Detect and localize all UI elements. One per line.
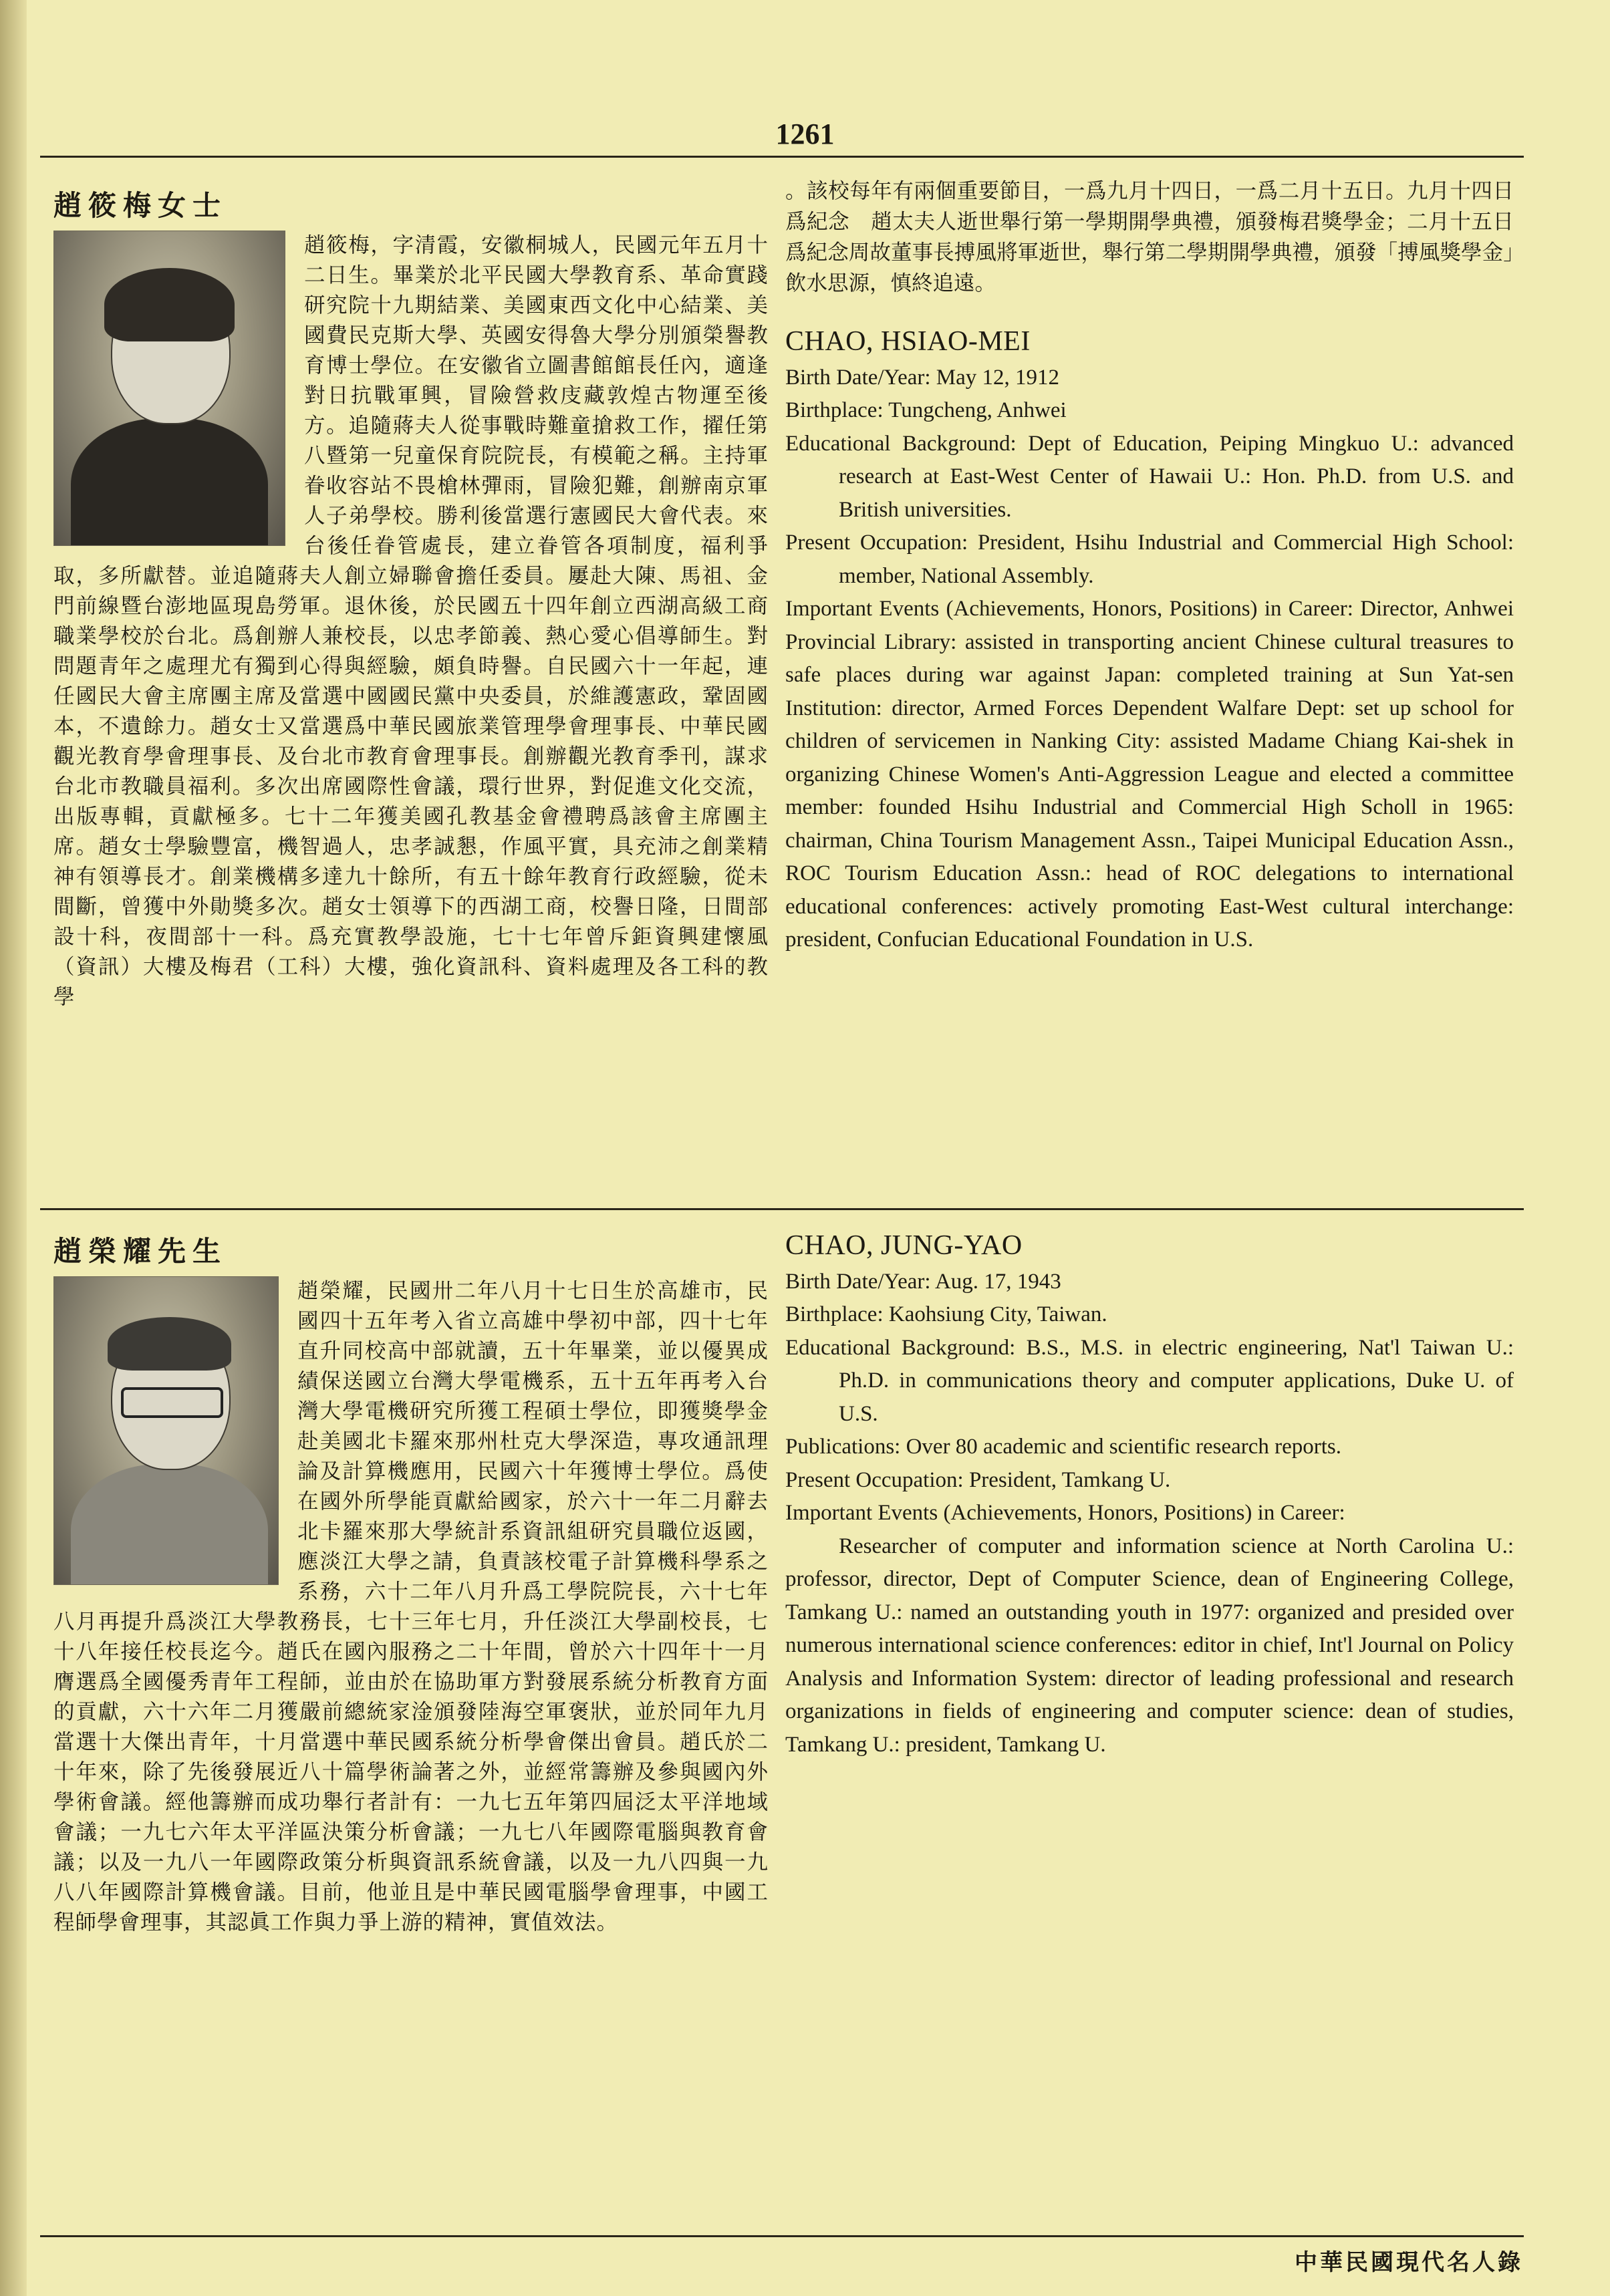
occupation-field: [785, 1464, 1514, 1497]
field-label: Birthplace:: [785, 1302, 884, 1326]
field-value: Director, Anhwei Provincial Library: assisted in transporting ancient Chinese cultural treasures to safe places during war against Japan: completed training at Sun Yat-sen Institution: director, Armed Forces Dependent Walfare Dept: set up school for children of servicemen in Nanking City: assisted Madame Chiang Kai-shek in organizing Chinese Women's Anti-Aggression League and elected a committee member: founded Hsihu Industrial and Commercial High Scholl in 1965: chairman, China Tourism Management Assn., Taipei Municipal Education Assn., ROC Tourism Education Assn.: head of ROC delegations to international educational conferences: actively promoting East-West cultural interchange: president, Confucian Educational Foundation in U.S.: [785, 597, 1514, 952]
field-value: Kaohsiung City, Taiwan.: [888, 1302, 1107, 1326]
field-label: Publications:: [785, 1435, 901, 1459]
top-rule: [40, 156, 1524, 158]
field-label: Educational Background:: [785, 1335, 1016, 1360]
education-field: [785, 428, 1514, 527]
chinese-biography-column: [53, 1230, 769, 2218]
field-label: Birth Date/Year:: [785, 365, 931, 390]
field-label: Birthplace:: [785, 398, 884, 422]
field-label: Important Events (Achievements, Honors, Positions) in Career:: [785, 1501, 1345, 1525]
birth-date-field: [785, 1266, 1514, 1299]
field-label: Present Occupation:: [785, 1467, 964, 1492]
career-events-field: [785, 593, 1514, 957]
field-label: Important Events (Achievements, Honors, Positions) in Career:: [785, 597, 1353, 621]
english-biography-column: [785, 1230, 1514, 1761]
page-gutter-shadow: [0, 0, 27, 2296]
book-title-footer: 中華民國現代名人錄: [1295, 2249, 1523, 2276]
english-biography-column: [785, 176, 1514, 957]
portrait-photo: [53, 1276, 279, 1585]
career-events-field: [785, 1497, 1514, 1530]
career-paragraph: Researcher of computer and information science at North Carolina U.: professor, director, Dept of Computer Science, dean of Engineering College, Tamkang U.: named an outstanding youth in 1977: organized and presided over numerous international science conferences: editor in chief, Int'l Journal on Policy Analysis and Information System: director of leading professional and research organizations in fields of engineering and computer science: dean of studies, Tamkang U.: president, Tamkang U.: [785, 1534, 1514, 1757]
chinese-biography-continued: 。該校每年有兩個重要節目，一爲九月十四日，一爲二月十五日。九月十四日爲紀念 趙太夫人逝世舉行第一學期開學典禮，頒發梅君獎學金；二月十五日爲紀念周故董事長搏風將軍逝世，舉行第二學期開學典禮，頒發「搏風獎學金」飲水思源，慎終追遠。: [785, 179, 1514, 295]
field-value: President, Tamkang U.: [968, 1467, 1171, 1492]
field-value: Over 80 academic and scientific research reports.: [906, 1435, 1342, 1459]
field-value: Dept of Education, Peiping Mingkuo U.: advanced research at East-West Center of Hawaii U.: Hon. Ph.D. from U.S. and British universities.: [839, 431, 1514, 522]
entry-divider-rule: [40, 1208, 1524, 1210]
field-label: Birth Date/Year:: [785, 1269, 931, 1294]
field-value: May 12, 1912: [936, 365, 1060, 390]
entry-chao-jung-yao: [40, 1216, 1524, 2218]
publications-field: [785, 1431, 1514, 1464]
bottom-rule: [40, 2235, 1524, 2237]
education-field: [785, 1332, 1514, 1431]
birthplace-field: [785, 1298, 1514, 1332]
portrait-photo: [53, 231, 285, 546]
field-value: Tungcheng, Anhwei: [888, 398, 1067, 422]
birthplace-field: [785, 394, 1514, 428]
field-value: President, Hsihu Industrial and Commercial High School: member, National Assembly.: [839, 531, 1514, 588]
entry-chao-hsiao-mei: [40, 170, 1524, 1193]
chinese-name: 趙筱梅女士: [53, 189, 228, 222]
field-value: Aug. 17, 1943: [934, 1269, 1061, 1294]
chinese-biography-column: [53, 184, 769, 1173]
birth-date-field: [785, 362, 1514, 395]
english-name: CHAO, HSIAO-MEI: [785, 326, 1031, 357]
field-label: Present Occupation:: [785, 531, 968, 555]
chinese-name: 趙榮耀先生: [53, 1235, 228, 1268]
english-name: CHAO, JUNG-YAO: [785, 1230, 1023, 1261]
page-number: 1261: [775, 118, 835, 150]
occupation-field: [785, 527, 1514, 593]
chinese-biography-text: 趙筱梅，字清霞，安徽桐城人，民國元年五月十二日生。畢業於北平民國大學教育系、革命實踐研究院十九期結業、美國東西文化中心結業、美國費民克斯大學、英國安得魯大學分別頒榮譽教育博士學位。在安徽省立圖書館館長任內，適逢對日抗戰軍興，冒險營救庋藏敦煌古物運至後方。追隨蔣夫人從事戰時難童搶救工作，擢任第八暨第一兒童保育院院長，有模範之稱。主持軍眷收容站不畏槍林彈雨，冒險犯難，創辦南京軍人子弟學校。勝利後當選行憲國民大會代表。來台後任眷管處長，建立眷管各項制度，福利爭取，多所獻替。並追隨蔣夫人創立婦聯會擔任委員。屢赴大陳、馬祖、金門前線暨台澎地區現島勞軍。退休後，於民國五十四年創立西湖高級工商職業學校於台北。爲創辦人兼校長，以忠孝節義、熱心愛心倡導師生。對問題青年之處理尤有獨到心得與經驗，頗負時譽。自民國六十一年起，連任國民大會主席團主席及當選中國國民黨中央委員，於維護憲政，鞏固國本，不遺餘力。趙女士又當選爲中華民國旅業管理學會理事長、中華民國觀光教育學會理事長、及台北市教育會理事長。創辦觀光教育季刊，謀求台北市教職員福利。多次出席國際性會議，環行世界，對促進文化交流，出版專輯，貢獻極多。七十二年獲美國孔教基金會禮聘爲該會主席團主席。趙女士學驗豐富，機智過人，忠孝誠懇，作風平實，具充沛之創業精神有領導長才。創業機構多達九十餘所，有五十餘年教育行政經驗，從未間斷，曾獲中外勛獎多次。趙女士領導下的西湖工商，校譽日隆，日間部設十科，夜間部十一科。爲充實教學設施，七十七年曾斥鉅資興建懷風（資訊）大樓及梅君（工科）大樓，強化資訊科、資料處理及各工科的教學: [53, 233, 769, 1009]
field-label: Educational Background:: [785, 431, 1017, 456]
chinese-biography-text: 趙榮耀，民國卅二年八月十七日生於高雄市，民國四十五年考入省立高雄中學初中部，四十七年直升同校高中部就讀，五十年畢業，並以優異成績保送國立台灣大學電機系，五十五年再考入台灣大學電機研究所獲工程碩士學位，即獲獎學金赴美國北卡羅來那州杜克大學深造，專攻通訊理論及計算機應用，民國六十年獲博士學位。爲使在國外所學能貢獻給國家，於六十一年二月辭去北卡羅來那大學統計系資訊組研究員職位返國，應淡江大學之請，負責該校電子計算機科學系之系務，六十二年八月升爲工學院院長，六十七年八月再提升爲淡江大學教務長，七十三年七月，升任淡江大學副校長，七十八年接任校長迄今。趙氏在國內服務之二十年間，曾於六十四年十一月膺選爲全國優秀青年工程師，並由於在協助軍方對發展系統分析教育方面的貢獻，六十六年二月獲嚴前總統家淦頒發陸海空軍褒狀，並於同年九月當選十大傑出青年，十月當選中華民國系統分析學會傑出會員。趙氏於二十年來，除了先後發展近八十篇學術論著之外，並經常籌辦及參與國內外學術會議。經他籌辦而成功舉行者計有：一九七五年第四屆泛太平洋地域會議；一九七六年太平洋區決策分析會議；一九七八年國際電腦與教育會議；以及一九八一年國際政策分析與資訊系統會議，以及一九八四與一九八八年國際計算機會議。目前，他並且是中華民國電腦學會理事，中國工程師學會理事，其認眞工作與力爭上游的精神，實值效法。: [53, 1279, 769, 1934]
field-value: B.S., M.S. in electric engineering, Nat'l Taiwan U.: Ph.D. in communications theory and computer applications, Duke U. of U.S.: [839, 1335, 1514, 1426]
